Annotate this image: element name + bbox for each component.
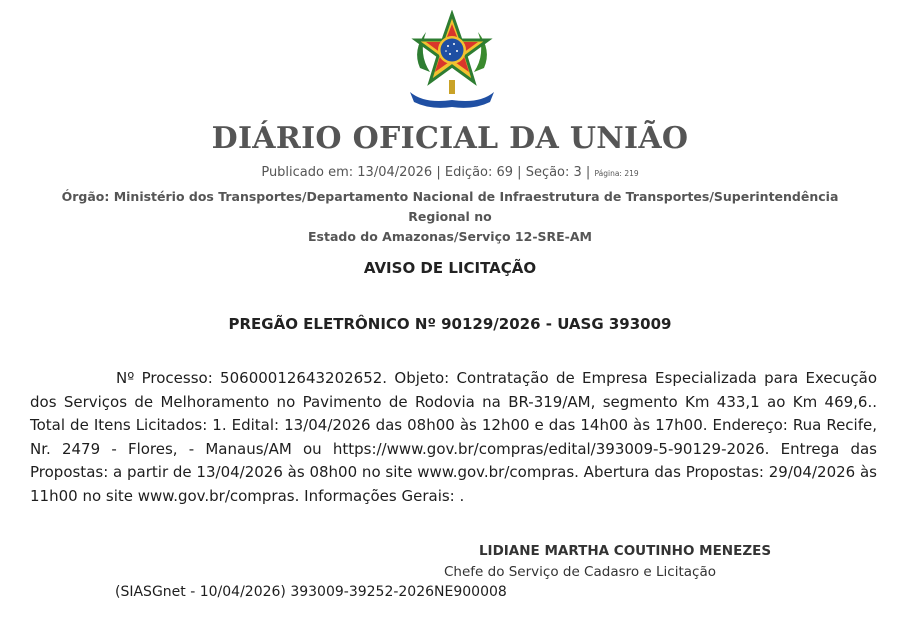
- signatory-role: Chefe do Serviço de Cadasro e Licitação: [443, 564, 716, 580]
- notice-heading: AVISO DE LICITAÇÃO: [363, 259, 537, 277]
- siasg-reference: (SIASGnet - 10/04/2026) 393009-39252-2026NE900008: [115, 584, 507, 600]
- notice-subheading: PREGÃO ELETRÔNICO Nº 90129/2026 - UASG 393009: [228, 315, 672, 333]
- page-title: DIÁRIO OFICIAL DA UNIÃO: [211, 121, 689, 156]
- issuing-agency: [40, 187, 860, 247]
- page-number: Página: 219: [594, 169, 639, 178]
- signatory-name: LIDIANE MARTHA COUTINHO MENEZES: [478, 543, 772, 559]
- publication-details: Publicado em: 13/04/2026 | Edição: 69 | Seção: 3 |: [261, 165, 591, 180]
- brazil-coat-of-arms-icon: [404, 10, 500, 108]
- agency-line-2: Estado do Amazonas/Serviço 12-SRE-AM: [308, 229, 592, 244]
- notice-body: Nº Processo: 50600012643202652. Objeto: Contratação de Empresa Especializada para Execução dos Serviços de Melhoramento no Pavimento de Rodovia na BR-319/AM, segmento Km 433,1 ao Km 469,6.. Total de Itens Licitados: 1. Edital: 13/04/2026 das 08h00 às 12h00 e das 14h00 às 17h00. Endereço: Rua Recife, Nr. 2479 - Flores, - Manaus/AM ou https://www.gov.br/compras/edital/393009-5-90129-2026. Entrega das Propostas: a partir de 13/04/2026 às 08h00 no site www.gov.br/compras. Abertura das Propostas: 29/04/2026 às 11h00 no site www.gov.br/compras. Informações Gerais: .: [30, 369, 877, 505]
- agency-line-1: Órgão: Ministério dos Transportes/Departamento Nacional de Infraestrutura de Transportes/Superintendência Regional no: [61, 189, 839, 224]
- publication-info: [0, 165, 900, 180]
